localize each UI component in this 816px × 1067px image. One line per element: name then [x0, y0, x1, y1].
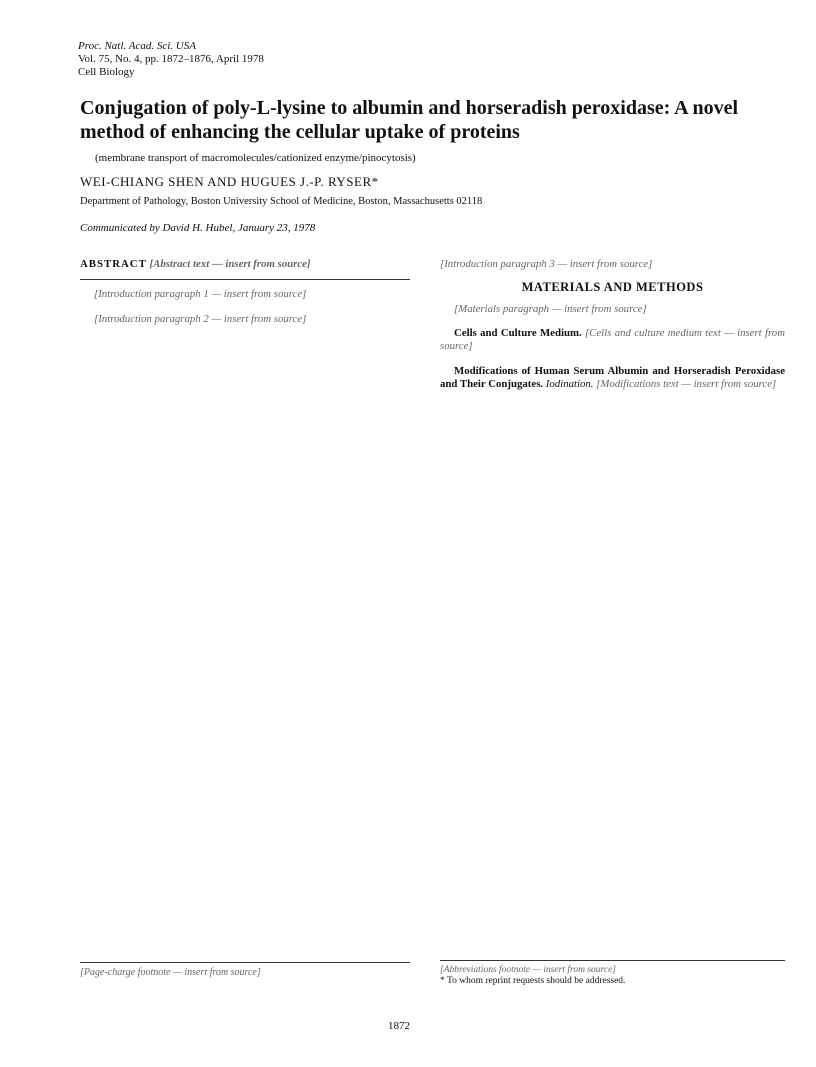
abbreviations-footnote: [440, 960, 785, 987]
modifications-text: [Modifications text — insert from source]: [596, 378, 777, 391]
cells-paragraph: [440, 327, 785, 354]
materials-paragraph: [Materials paragraph — insert from source]: [454, 302, 647, 315]
left-column: [80, 258, 410, 337]
journal-volume: Vol. 75, No. 4, pp. 1872–1876, April 1978: [78, 53, 264, 65]
article-keywords: (membrane transport of macromolecules/cationized enzyme/pinocytosis): [95, 152, 416, 164]
article-title: Conjugation of poly-L-lysine to albumin and horseradish peroxidase: A novel method of enhancing the cellular uptake of proteins: [80, 97, 739, 143]
right-column: [440, 258, 785, 402]
intro-paragraph-2: [Introduction paragraph 2 — insert from source]: [94, 312, 307, 325]
journal-header: [78, 40, 264, 79]
journal-name: Proc. Natl. Acad. Sci. USA: [78, 40, 196, 52]
iodination-label: Iodination.: [545, 378, 594, 391]
intro-paragraph-1: [Introduction paragraph 1 — insert from source]: [94, 288, 307, 301]
article-authors: WEI-CHIANG SHEN AND HUGUES J.-P. RYSER*: [80, 174, 379, 189]
intro-paragraph-3: [Introduction paragraph 3 — insert from source]: [440, 258, 653, 270]
cost-footnote: [Page-charge footnote — insert from source]: [80, 962, 410, 979]
cells-heading: Cells and Culture Medium.: [454, 327, 582, 340]
communicated-by: Communicated by David H. Hubel, January 23, 1978: [80, 222, 316, 234]
page-number: 1872: [388, 1020, 410, 1032]
abstract-text: [Abstract text — insert from source]: [149, 258, 311, 270]
journal-section: Cell Biology: [78, 66, 135, 78]
abstract: [80, 258, 410, 280]
reprint-note: * To whom reprint requests should be addressed.: [440, 976, 626, 986]
abstract-label: ABSTRACT: [80, 258, 147, 270]
author-affiliation: Department of Pathology, Boston University School of Medicine, Boston, Massachusetts 02118: [80, 196, 483, 207]
modifications-heading: Modifications of Human Serum Albumin and Horseradish Peroxidase and Their Conjugates.: [440, 364, 785, 391]
methods-heading: MATERIALS AND METHODS: [521, 280, 704, 295]
cells-text: [Cells and culture medium text — insert from source]: [440, 327, 785, 353]
abbreviations-text: [Abbreviations footnote — insert from source]: [440, 965, 617, 975]
modifications-paragraph: [440, 365, 785, 392]
